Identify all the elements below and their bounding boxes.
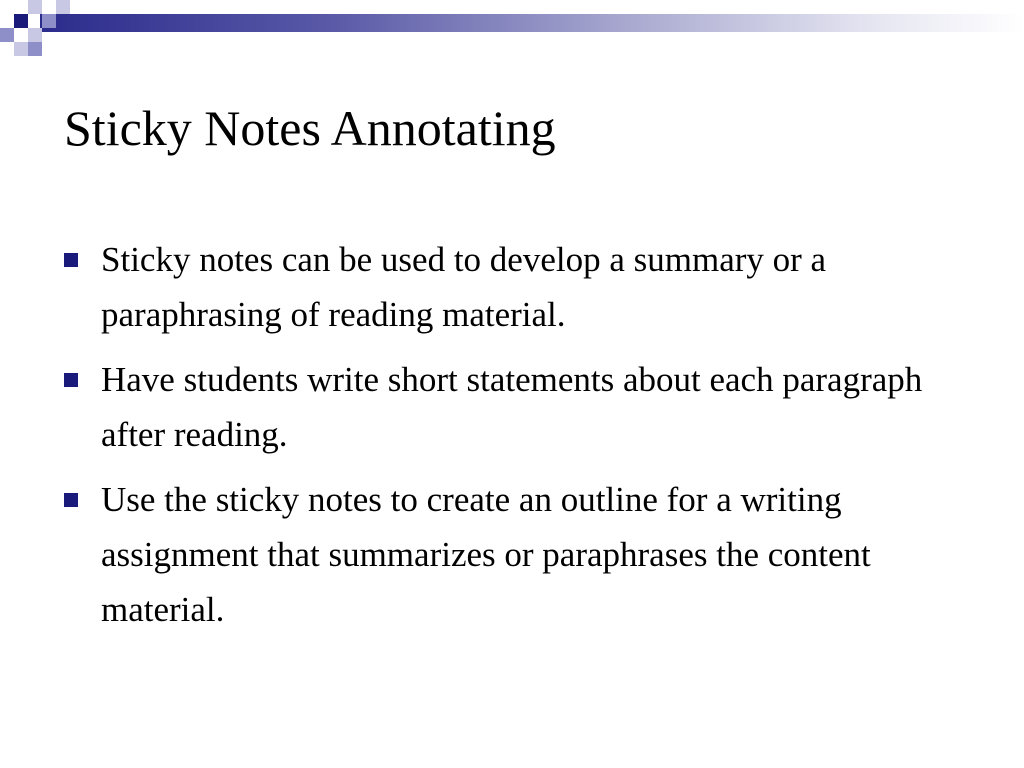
header-gradient-bar (40, 14, 1024, 32)
corner-square-decoration (28, 42, 42, 56)
corner-square-decoration (14, 42, 28, 56)
bullet-text: Use the sticky notes to create an outline for a writing assignment that summarizes or paraphrases the content material. (101, 480, 871, 629)
bullet-text: Sticky notes can be used to develop a summary or a paraphrasing of reading material. (101, 240, 827, 334)
corner-square-decoration (14, 14, 28, 28)
corner-square-decoration (28, 0, 42, 14)
square-bullet-icon (64, 493, 78, 507)
corner-square-decoration (28, 28, 42, 42)
bullet-item (64, 472, 984, 637)
bullet-text: Have students write short statements about each paragraph after reading. (101, 360, 923, 454)
slide-title: Sticky Notes Annotating (64, 100, 556, 156)
corner-square-decoration (56, 0, 70, 14)
square-bullet-icon (64, 253, 78, 267)
bullet-item (64, 352, 984, 462)
corner-square-decoration (42, 14, 56, 28)
bullet-list (64, 232, 984, 647)
square-bullet-icon (64, 373, 78, 387)
corner-square-decoration (0, 28, 14, 42)
bullet-item (64, 232, 984, 342)
